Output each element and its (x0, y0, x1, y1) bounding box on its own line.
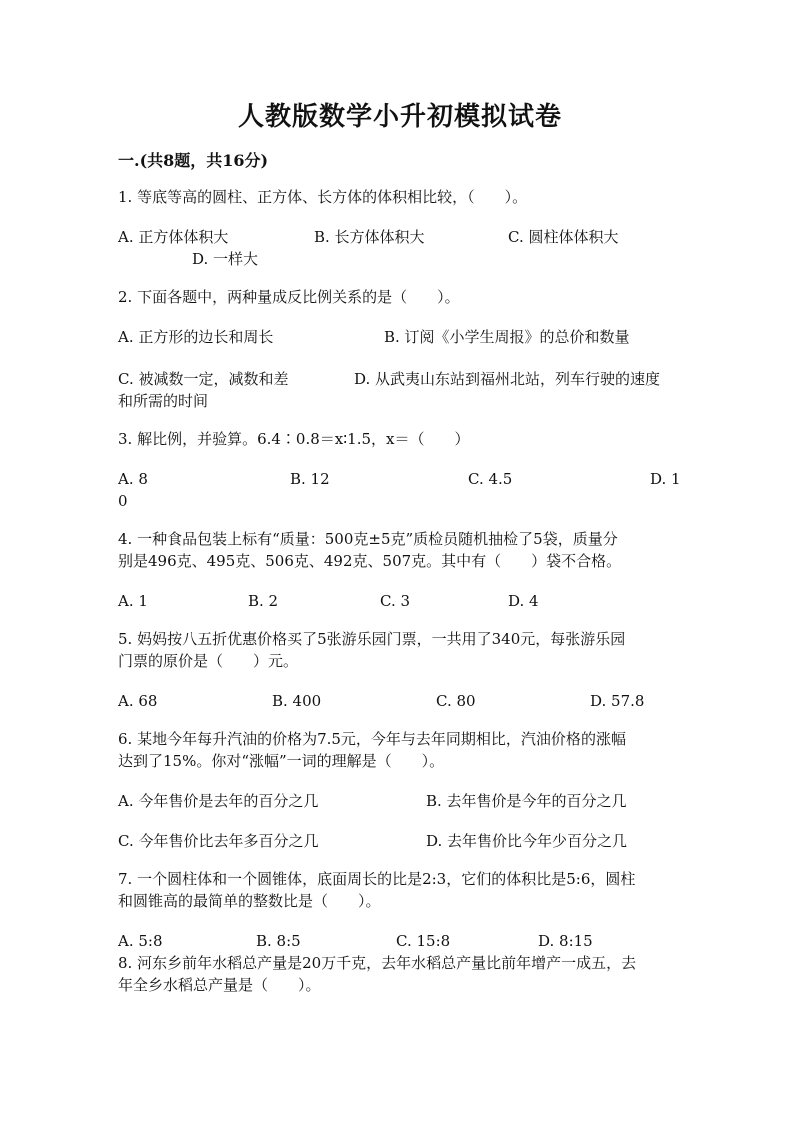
question-5-option-b: B. 400 (272, 692, 322, 710)
question-3-option-d-continued: 0 (118, 492, 128, 510)
question-1-option-a: A. 正方体体积大 (118, 228, 229, 246)
question-4-option-c: C. 3 (380, 592, 411, 610)
question-2-stem: 2. 下面各题中，两种量成反比例关系的是（ ）。 (118, 288, 460, 306)
question-3-option-a: A. 8 (118, 470, 148, 488)
question-7-option-d: D. 8:15 (538, 932, 593, 950)
question-1-stem: 1. 等底等高的圆柱、正方体、长方体的体积相比较，（ ）。 (118, 188, 528, 206)
question-3-option-c: C. 4.5 (468, 470, 513, 488)
question-6-stem-line-2: 达到了15%。你对“涨幅”一词的理解是（ ）。 (118, 752, 445, 770)
question-7-option-c: C. 15:8 (396, 932, 451, 950)
question-4-option-d: D. 4 (508, 592, 539, 610)
question-6-option-b: B. 去年售价是今年的百分之几 (426, 792, 627, 810)
question-5-stem-line-1: 5. 妈妈按八五折优惠价格买了5张游乐园门票，一共用了340元，每张游乐园 (118, 630, 626, 648)
question-1-option-b: B. 长方体体积大 (314, 228, 425, 246)
question-8-stem-line-1: 8. 河东乡前年水稻总产量是20万千克，去年水稻总产量比前年增产一成五，去 (118, 954, 637, 972)
question-3-option-b: B. 12 (290, 470, 330, 488)
question-2-option-d: D. 从武夷山东站到福州北站，列车行驶的速度 (354, 370, 661, 388)
question-7-stem-line-1: 7. 一个圆柱体和一个圆锥体，底面周长的比是2:3，它们的体积比是5:6，圆柱 (118, 870, 636, 888)
question-3-option-d: D. 1 (650, 470, 681, 488)
question-6-option-d: D. 去年售价比今年少百分之几 (426, 832, 628, 850)
page-title: 人教版数学小升初模拟试卷 (237, 102, 562, 132)
question-7-option-a: A. 5:8 (118, 932, 163, 950)
question-2-option-a: A. 正方形的边长和周长 (118, 328, 274, 346)
question-1-option-d: D. 一样大 (192, 250, 259, 268)
question-2-option-d-continued: 和所需的时间 (118, 392, 209, 410)
question-1-option-c: C. 圆柱体体积大 (508, 228, 619, 246)
question-5-option-a: A. 68 (118, 692, 158, 710)
question-5-stem-line-2: 门票的原价是（ ）元。 (118, 652, 299, 670)
question-2-option-b: B. 订阅《小学生周报》的总价和数量 (384, 328, 630, 346)
question-7-option-b: B. 8:5 (256, 932, 301, 950)
question-4-stem-line-2: 别是496克、495克、506克、492克、507克。其中有（ ）袋不合格。 (118, 552, 622, 570)
section-heading: 一.(共8题，共16分) (118, 151, 269, 170)
question-2-option-c: C. 被减数一定，减数和差 (118, 370, 289, 388)
question-6-option-c: C. 今年售价比去年多百分之几 (118, 832, 319, 850)
question-7-stem-line-2: 和圆锥高的最简单的整数比是（ ）。 (118, 892, 381, 910)
question-4-option-a: A. 1 (118, 592, 148, 610)
question-4-option-b: B. 2 (248, 592, 279, 610)
question-5-option-c: C. 80 (436, 692, 476, 710)
question-3-stem: 3. 解比例，并验算。6.4∶0.8＝x∶1.5，x＝（ ） (118, 430, 470, 448)
question-4-stem-line-1: 4. 一种食品包装上标有“质量：500克±5克”质检员随机抽检了5袋，质量分 (118, 530, 618, 548)
question-6-option-a: A. 今年售价是去年的百分之几 (118, 792, 319, 810)
question-8-stem-line-2: 年全乡水稻总产量是（ ）。 (118, 976, 321, 994)
question-5-option-d: D. 57.8 (590, 692, 645, 710)
question-6-stem-line-1: 6. 某地今年每升汽油的价格为7.5元，今年与去年同期相比，汽油价格的涨幅 (118, 730, 626, 748)
